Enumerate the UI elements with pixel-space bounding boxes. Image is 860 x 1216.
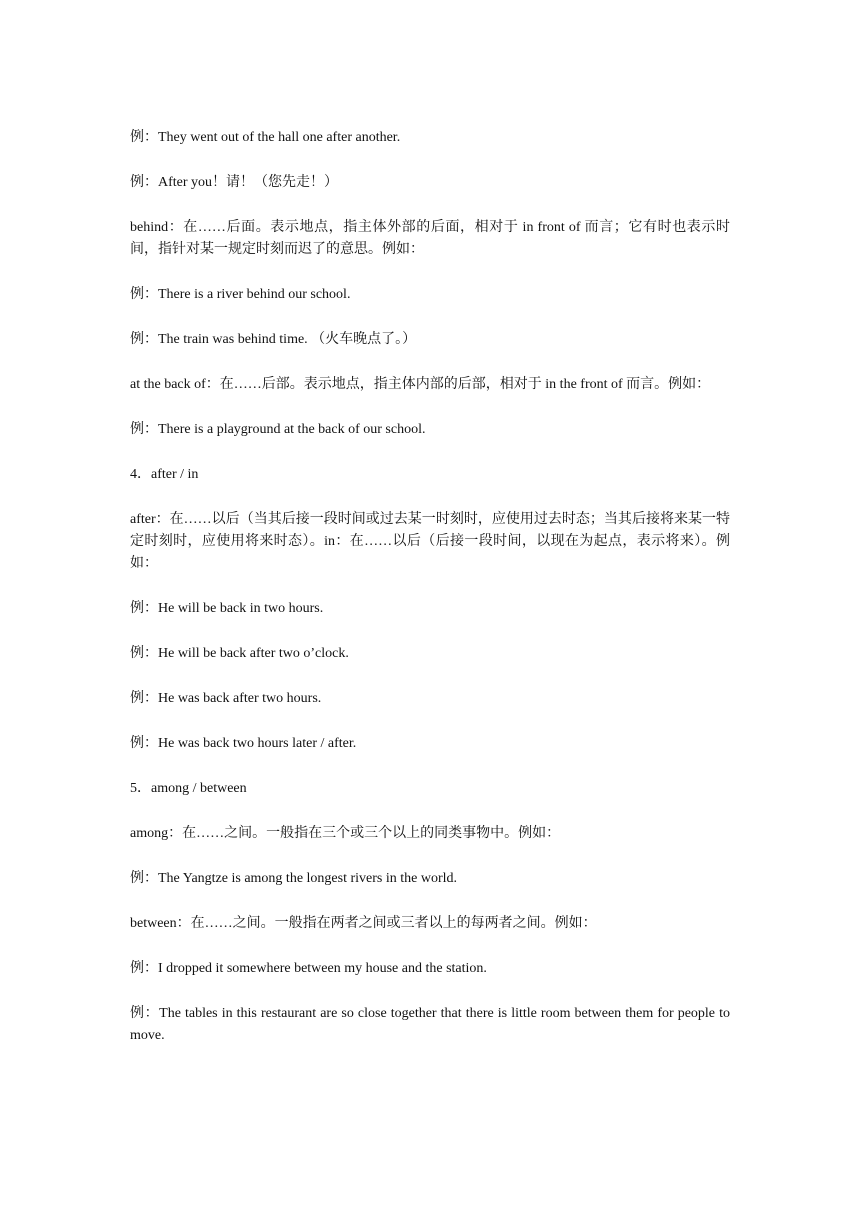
definition-paragraph: between：在……之间。一般指在两者之间或三者以上的每两者之间。例如： [130, 916, 597, 931]
section-heading: 4．after / in [130, 467, 199, 482]
example-sentence: 例：He will be back after two o’clock. [130, 646, 349, 661]
section-heading: 5．among / between [130, 781, 247, 796]
example-sentence: 例：The tables in this restaurant are so close together that there is little room between them for people to move. [130, 1006, 730, 1043]
example-sentence: 例：There is a playground at the back of our school. [130, 422, 426, 437]
definition-paragraph: at the back of：在……后部。表示地点，指主体内部的后部，相对于 in the front of 而言。例如： [130, 377, 711, 392]
definition-paragraph: among：在……之间。一般指在三个或三个以上的同类事物中。例如： [130, 826, 561, 841]
example-sentence: 例：There is a river behind our school. [130, 287, 351, 302]
definition-paragraph: behind：在……后面。表示地点，指主体外部的后面，相对于 in front of 而言；它有时也表示时间，指针对某一规定时刻而迟了的意思。例如： [130, 220, 730, 257]
example-sentence: 例：He will be back in two hours. [130, 601, 324, 616]
document-page [130, 127, 730, 1070]
example-sentence: 例：The train was behind time. （火车晚点了。） [130, 332, 417, 347]
definition-paragraph: after：在……以后（当其后接一段时间或过去某一时刻时，应使用过去时态；当其后接将来某一特定时刻时，应使用将来时态）。in：在……以后（后接一段时间，以现在为起点，表示将来）。例如： [130, 512, 730, 571]
example-sentence: 例：I dropped it somewhere between my house and the station. [130, 961, 487, 976]
example-sentence: 例：The Yangtze is among the longest rivers in the world. [130, 871, 458, 886]
example-sentence: 例：He was back after two hours. [130, 691, 322, 706]
example-sentence: 例：He was back two hours later / after. [130, 736, 357, 751]
example-sentence: 例：They went out of the hall one after another. [130, 130, 401, 145]
example-sentence: 例：After you！请！（您先走！） [130, 175, 339, 190]
